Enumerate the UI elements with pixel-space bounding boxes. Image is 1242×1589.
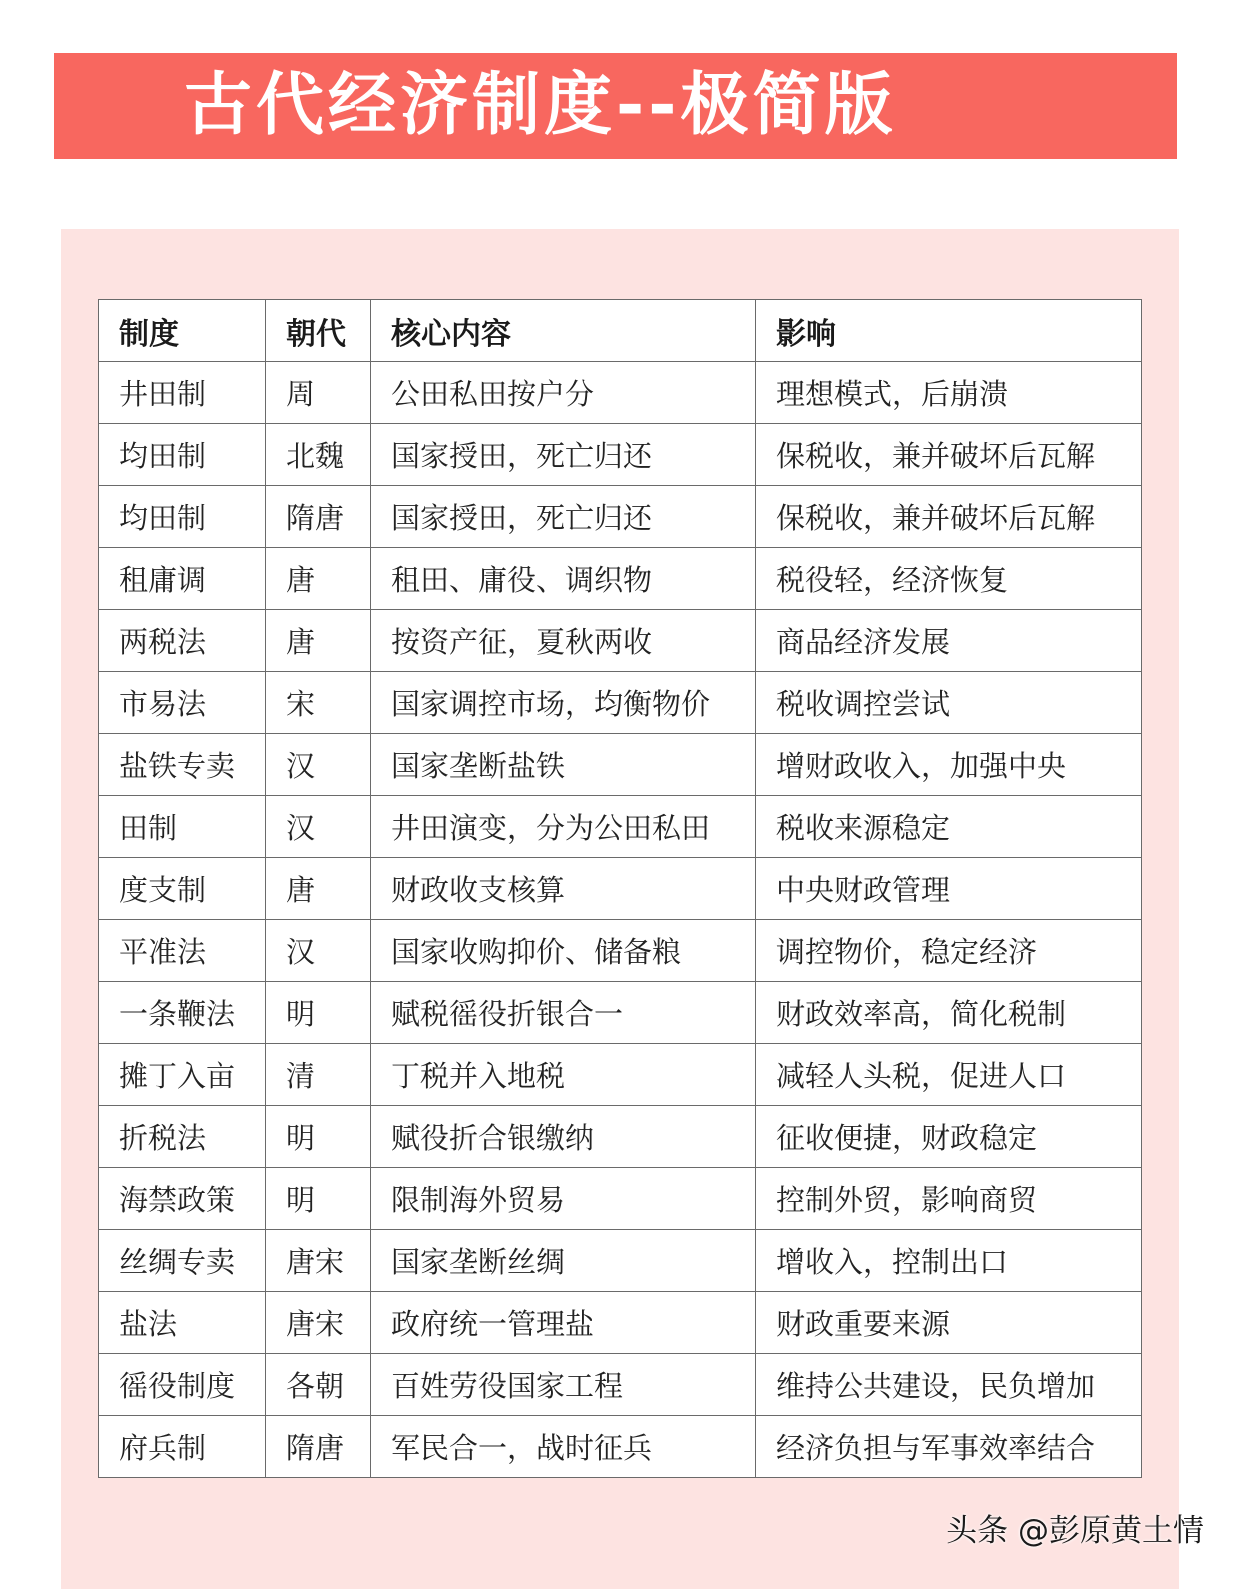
cell-core-content: 赋税徭役折银合一 (371, 982, 756, 1044)
cell-impact: 商品经济发展 (756, 610, 1142, 672)
cell-core-content: 井田演变，分为公田私田 (371, 796, 756, 858)
table-body (99, 362, 1142, 1478)
table-row (99, 734, 1142, 796)
cell-impact: 保税收，兼并破坏后瓦解 (756, 424, 1142, 486)
table-row (99, 672, 1142, 734)
cell-dynasty: 唐宋 (266, 1292, 371, 1354)
cell-impact: 财政重要来源 (756, 1292, 1142, 1354)
cell-core-content: 赋役折合银缴纳 (371, 1106, 756, 1168)
cell-core-content: 丁税并入地税 (371, 1044, 756, 1106)
page-title: 古代经济制度--极简版 (184, 66, 897, 145)
cell-dynasty: 周 (266, 362, 371, 424)
cell-impact: 税收来源稳定 (756, 796, 1142, 858)
cell-core-content: 公田私田按户分 (371, 362, 756, 424)
table-row (99, 920, 1142, 982)
table-row (99, 858, 1142, 920)
cell-system: 摊丁入亩 (99, 1044, 266, 1106)
cell-dynasty: 唐 (266, 548, 371, 610)
table-row (99, 796, 1142, 858)
cell-impact: 维持公共建设，民负增加 (756, 1354, 1142, 1416)
cell-core-content: 租田、庸役、调织物 (371, 548, 756, 610)
cell-dynasty: 隋唐 (266, 486, 371, 548)
cell-dynasty: 清 (266, 1044, 371, 1106)
cell-system: 均田制 (99, 424, 266, 486)
cell-dynasty: 明 (266, 982, 371, 1044)
cell-core-content: 国家调控市场，均衡物价 (371, 672, 756, 734)
economic-systems-table (98, 299, 1142, 1478)
header-impact: 影响 (756, 300, 1142, 362)
cell-system: 盐铁专卖 (99, 734, 266, 796)
title-banner (54, 53, 1177, 159)
cell-dynasty: 宋 (266, 672, 371, 734)
cell-core-content: 政府统一管理盐 (371, 1292, 756, 1354)
cell-core-content: 国家收购抑价、储备粮 (371, 920, 756, 982)
cell-impact: 税收调控尝试 (756, 672, 1142, 734)
cell-impact: 调控物价，稳定经济 (756, 920, 1142, 982)
cell-core-content: 限制海外贸易 (371, 1168, 756, 1230)
cell-system: 平准法 (99, 920, 266, 982)
cell-impact: 增收入，控制出口 (756, 1230, 1142, 1292)
cell-system: 海禁政策 (99, 1168, 266, 1230)
table-row (99, 1416, 1142, 1478)
cell-impact: 经济负担与军事效率结合 (756, 1416, 1142, 1478)
cell-dynasty: 北魏 (266, 424, 371, 486)
cell-core-content: 国家授田，死亡归还 (371, 424, 756, 486)
cell-dynasty: 唐宋 (266, 1230, 371, 1292)
cell-system: 府兵制 (99, 1416, 266, 1478)
cell-dynasty: 汉 (266, 796, 371, 858)
cell-impact: 征收便捷，财政稳定 (756, 1106, 1142, 1168)
cell-system: 盐法 (99, 1292, 266, 1354)
watermark: 头条 @彭原黄土情 (946, 1513, 1204, 1549)
cell-system: 井田制 (99, 362, 266, 424)
cell-impact: 中央财政管理 (756, 858, 1142, 920)
cell-system: 均田制 (99, 486, 266, 548)
cell-impact: 理想模式，后崩溃 (756, 362, 1142, 424)
cell-core-content: 国家垄断丝绸 (371, 1230, 756, 1292)
table-row (99, 982, 1142, 1044)
table-row (99, 1230, 1142, 1292)
table-row (99, 1354, 1142, 1416)
cell-core-content: 百姓劳役国家工程 (371, 1354, 756, 1416)
cell-dynasty: 隋唐 (266, 1416, 371, 1478)
cell-impact: 控制外贸，影响商贸 (756, 1168, 1142, 1230)
cell-core-content: 按资产征，夏秋两收 (371, 610, 756, 672)
table-row (99, 486, 1142, 548)
cell-system: 度支制 (99, 858, 266, 920)
cell-dynasty: 明 (266, 1168, 371, 1230)
table-row (99, 548, 1142, 610)
header-system: 制度 (99, 300, 266, 362)
table-row (99, 1168, 1142, 1230)
table-row (99, 1044, 1142, 1106)
cell-system: 一条鞭法 (99, 982, 266, 1044)
cell-impact: 财政效率高，简化税制 (756, 982, 1142, 1044)
header-dynasty: 朝代 (266, 300, 371, 362)
cell-system: 丝绸专卖 (99, 1230, 266, 1292)
cell-dynasty: 明 (266, 1106, 371, 1168)
cell-system: 田制 (99, 796, 266, 858)
cell-core-content: 财政收支核算 (371, 858, 756, 920)
table-row (99, 610, 1142, 672)
cell-core-content: 国家授田，死亡归还 (371, 486, 756, 548)
cell-system: 两税法 (99, 610, 266, 672)
table-row (99, 362, 1142, 424)
cell-system: 租庸调 (99, 548, 266, 610)
table-row (99, 1106, 1142, 1168)
cell-system: 徭役制度 (99, 1354, 266, 1416)
cell-core-content: 军民合一，战时征兵 (371, 1416, 756, 1478)
cell-impact: 增财政收入，加强中央 (756, 734, 1142, 796)
cell-dynasty: 汉 (266, 734, 371, 796)
header-core-content: 核心内容 (371, 300, 756, 362)
cell-dynasty: 汉 (266, 920, 371, 982)
cell-impact: 减轻人头税，促进人口 (756, 1044, 1142, 1106)
cell-system: 折税法 (99, 1106, 266, 1168)
cell-system: 市易法 (99, 672, 266, 734)
cell-dynasty: 唐 (266, 610, 371, 672)
cell-dynasty: 各朝 (266, 1354, 371, 1416)
cell-dynasty: 唐 (266, 858, 371, 920)
table-row (99, 1292, 1142, 1354)
table-header-row (99, 300, 1142, 362)
cell-impact: 保税收，兼并破坏后瓦解 (756, 486, 1142, 548)
cell-core-content: 国家垄断盐铁 (371, 734, 756, 796)
cell-impact: 税役轻，经济恢复 (756, 548, 1142, 610)
table-row (99, 424, 1142, 486)
